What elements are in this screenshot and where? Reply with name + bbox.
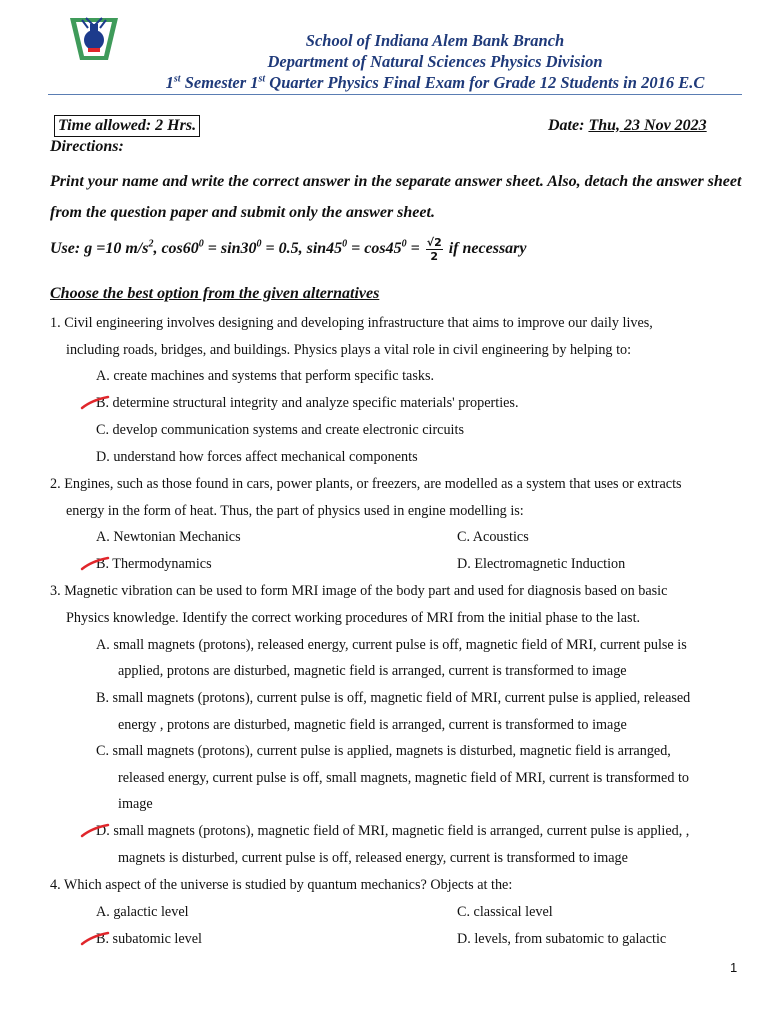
q2-option-a: A. Newtonian Mechanics bbox=[96, 529, 241, 545]
q3-option-b-cont: energy , protons are disturbed, magnetic field is arranged, current is transformed to image bbox=[118, 717, 627, 733]
question-2-stem-line-2: energy in the form of heat. Thus, the part of physics used in engine modelling is: bbox=[66, 503, 524, 519]
question-3-stem-line-1: 3. Magnetic vibration can be used to form MRI image of the body part and used for diagnosis based on basic bbox=[50, 583, 668, 599]
answer-check-mark-icon bbox=[80, 556, 110, 572]
q1-option-b: B. determine structural integrity and analyze specific materials' properties. bbox=[96, 395, 519, 411]
q2-option-b: B. Thermodynamics bbox=[96, 556, 212, 572]
time-allowed-box: Time allowed: 2 Hrs. bbox=[54, 115, 200, 137]
header-title-block bbox=[140, 30, 730, 93]
question-2-stem-line-1: 2. Engines, such as those found in cars, power plants, or freezers, are modelled as a system that uses or extracts bbox=[50, 476, 682, 492]
page-number: 1 bbox=[730, 960, 738, 975]
q2-option-c: C. Acoustics bbox=[457, 529, 529, 545]
q1-option-d: D. understand how forces affect mechanical components bbox=[96, 449, 418, 465]
question-3 bbox=[50, 578, 750, 632]
q4-option-d: D. levels, from subatomic to galactic bbox=[457, 931, 667, 947]
q1-option-c: C. develop communication systems and create electronic circuits bbox=[96, 422, 464, 438]
exam-date: Date: Thu, 23 Nov 2023 bbox=[548, 117, 707, 134]
school-logo-icon bbox=[68, 14, 120, 62]
question-2 bbox=[50, 471, 750, 525]
q4-option-b: B. subatomic level bbox=[96, 931, 202, 947]
directions-heading: Directions: bbox=[50, 138, 124, 155]
question-1-stem-line-1: 1. Civil engineering involves designing and developing infrastructure that aims to improve our daily lives, bbox=[50, 315, 653, 331]
q1-option-a: A. create machines and systems that perform specific tasks. bbox=[96, 368, 435, 384]
q3-option-c-cont2: image bbox=[118, 796, 153, 812]
q3-option-c-cont: released energy, current pulse is off, small magnets, magnetic field of MRI, current is transformed to bbox=[118, 770, 690, 786]
q3-option-b: B. small magnets (protons), current pulse is off, magnetic field of MRI, current pulse is applied, released bbox=[96, 690, 691, 706]
question-1 bbox=[50, 310, 750, 364]
page-header bbox=[0, 0, 768, 96]
question-4 bbox=[50, 872, 750, 899]
q3-option-a: A. small magnets (protons), released energy, current pulse is off, magnetic field of MRI, current pulse is bbox=[96, 637, 687, 653]
exam-title: 1st Semester 1st Quarter Physics Final Exam for Grade 12 Students in 2016 E.C bbox=[165, 73, 705, 92]
answer-check-mark-icon bbox=[80, 395, 110, 411]
constants-line: Use: g =10 $m/s^2$, $\cos 60^0 = \sin 30^0 = 0.5$, $\sin 45^0 = \cos 45^0$ = $\frac{√2}{2}$ if necessary bbox=[50, 235, 527, 263]
question-4-stem-line-1: 4. Which aspect of the universe is studied by quantum mechanics? Objects at the: bbox=[50, 877, 513, 893]
q3-option-c: C. small magnets (protons), current pulse is applied, magnets is disturbed, magnetic field is arranged, bbox=[96, 743, 671, 759]
sqrt2-over-2-fraction: $\frac{√2}{2}$ bbox=[426, 235, 442, 263]
q3-option-a-cont: applied, protons are disturbed, magnetic field is arranged, current is transformed to image bbox=[118, 663, 627, 679]
section-instruction: Choose the best option from the given alternatives bbox=[50, 285, 380, 302]
directions-text: Print your name and write the correct answer in the separate answer sheet. Also, detach the answer sheet from the question paper and submit only the answer sheet. bbox=[50, 173, 742, 221]
q3-option-d: D. small magnets (protons), magnetic field of MRI, magnetic field is arranged, current pulse is applied, , bbox=[96, 823, 690, 839]
answer-check-mark-icon bbox=[80, 931, 110, 947]
answer-check-mark-icon bbox=[80, 823, 110, 839]
question-3-stem-line-2: Physics knowledge. Identify the correct working procedures of MRI from the initial phase to the last. bbox=[66, 610, 641, 626]
q2-option-d: D. Electromagnetic Induction bbox=[457, 556, 626, 572]
question-1-stem-line-2: including roads, bridges, and buildings. Physics plays a vital role in civil engineering by helping to: bbox=[66, 342, 632, 358]
school-name: School of Indiana Alem Bank Branch bbox=[305, 31, 565, 50]
header-divider bbox=[48, 94, 742, 95]
department-name: Department of Natural Sciences Physics Division bbox=[267, 52, 603, 71]
q4-option-c: C. classical level bbox=[457, 904, 553, 920]
q3-option-d-cont: magnets is disturbed, current pulse is off, released energy, current is transformed to image bbox=[118, 850, 628, 866]
q4-option-a: A. galactic level bbox=[96, 904, 189, 920]
